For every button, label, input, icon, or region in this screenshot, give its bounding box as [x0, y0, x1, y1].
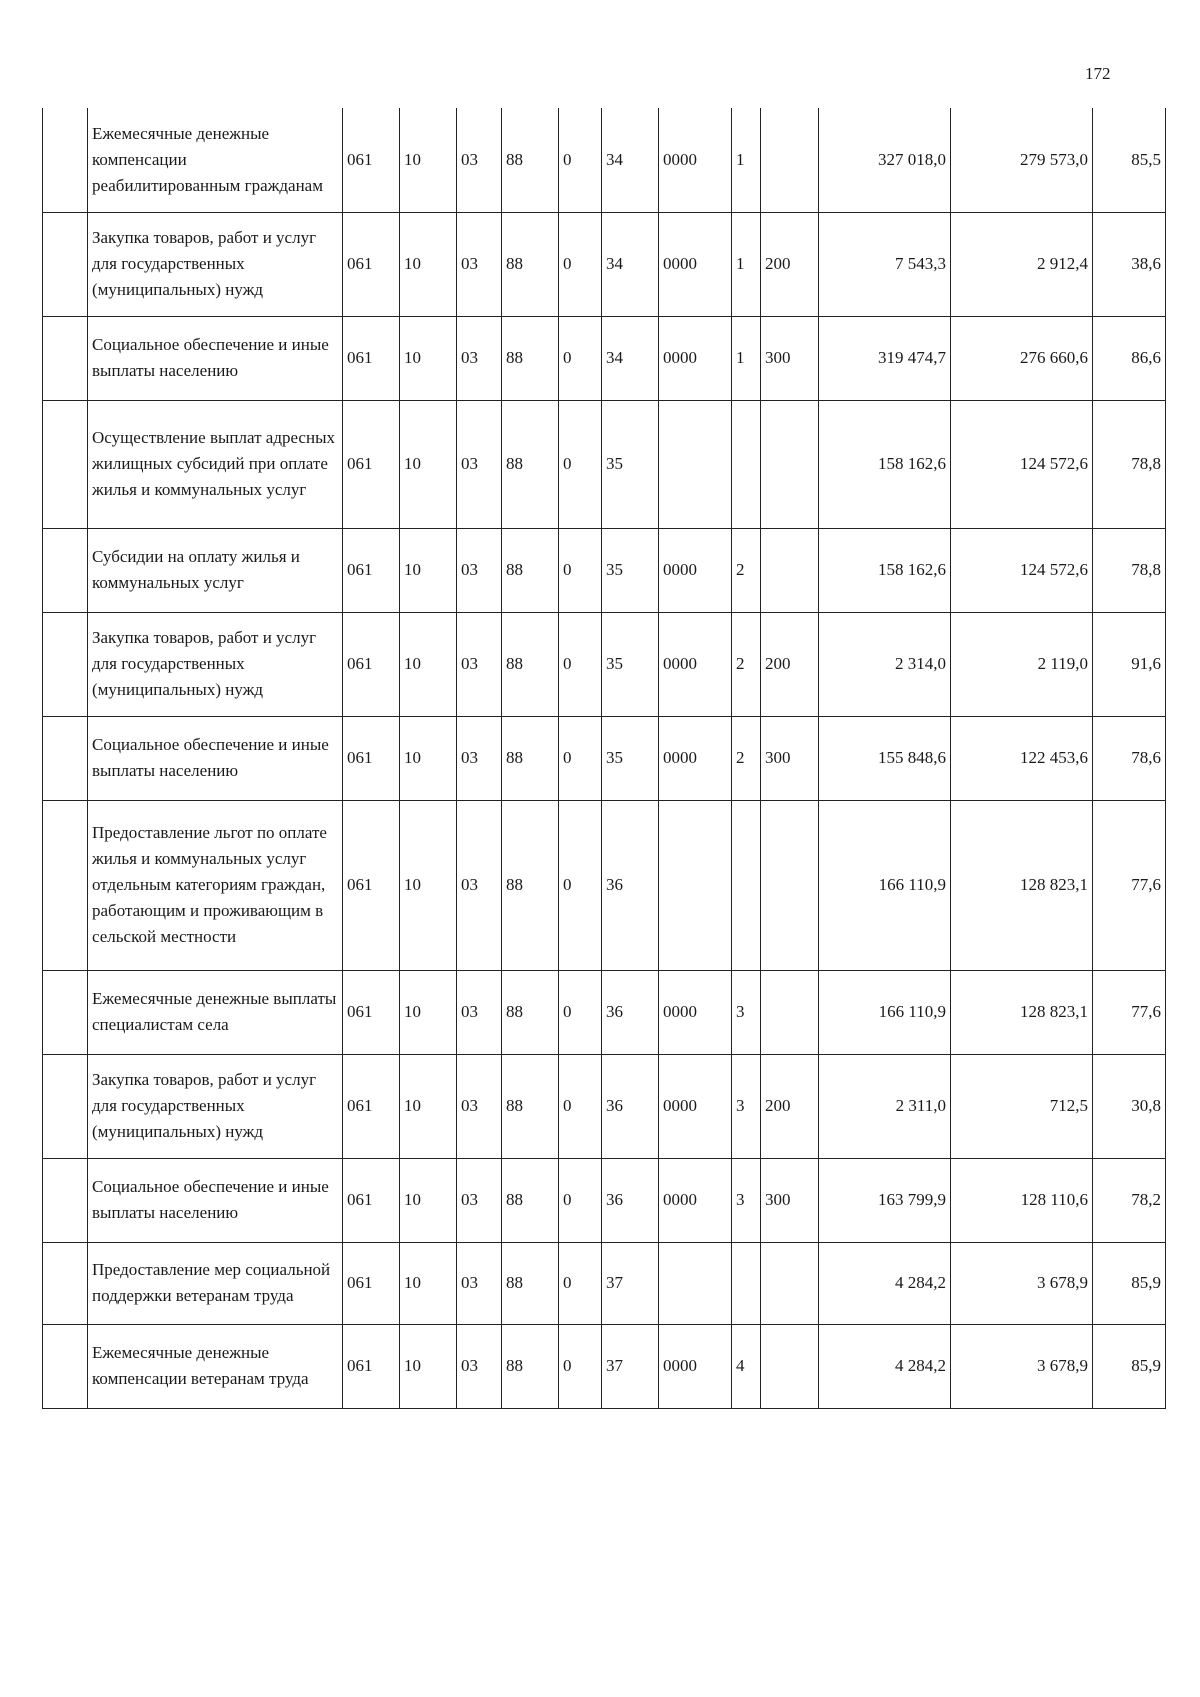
row-number-cell — [43, 1324, 88, 1408]
subsection-code-cell: 03 — [457, 716, 502, 800]
percent-cell: 78,2 — [1093, 1158, 1166, 1242]
expense-type-code-cell: 200 — [761, 212, 819, 316]
expense-type-code-cell — [761, 400, 819, 528]
direction-code-cell: 0000 — [659, 612, 732, 716]
subprogram-code-cell: 0 — [559, 612, 602, 716]
sub-direction-code-cell: 3 — [732, 970, 761, 1054]
sub-direction-code-cell: 2 — [732, 528, 761, 612]
planned-amount-cell: 7 543,3 — [819, 212, 951, 316]
row-number-cell — [43, 528, 88, 612]
main-activity-code-cell: 34 — [602, 212, 659, 316]
actual-amount-cell: 128 823,1 — [951, 970, 1093, 1054]
actual-amount-cell: 2 119,0 — [951, 612, 1093, 716]
subsection-code-cell: 03 — [457, 316, 502, 400]
expense-type-code-cell: 300 — [761, 316, 819, 400]
direction-code-cell: 0000 — [659, 970, 732, 1054]
direction-code-cell: 0000 — [659, 528, 732, 612]
ved-code-cell: 061 — [343, 528, 400, 612]
table-row — [43, 108, 1166, 212]
subsection-code-cell: 03 — [457, 1054, 502, 1158]
actual-amount-cell: 124 572,6 — [951, 400, 1093, 528]
subsection-code-cell: 03 — [457, 800, 502, 970]
planned-amount-cell: 163 799,9 — [819, 1158, 951, 1242]
expense-type-code-cell: 300 — [761, 716, 819, 800]
row-name-cell: Закупка товаров, работ и услуг для государственных (муниципальных) нужд — [88, 212, 343, 316]
sub-direction-code-cell: 2 — [732, 716, 761, 800]
section-code-cell: 10 — [400, 528, 457, 612]
program-code-cell: 88 — [502, 612, 559, 716]
row-number-cell — [43, 316, 88, 400]
table-row — [43, 1158, 1166, 1242]
ved-code-cell: 061 — [343, 1158, 400, 1242]
expense-type-code-cell: 200 — [761, 1054, 819, 1158]
row-number-cell — [43, 1242, 88, 1324]
section-code-cell: 10 — [400, 400, 457, 528]
row-number-cell — [43, 1054, 88, 1158]
subsection-code-cell: 03 — [457, 612, 502, 716]
row-name-cell: Социальное обеспечение и иные выплаты населению — [88, 316, 343, 400]
planned-amount-cell: 327 018,0 — [819, 108, 951, 212]
direction-code-cell: 0000 — [659, 1324, 732, 1408]
program-code-cell: 88 — [502, 316, 559, 400]
percent-cell: 78,6 — [1093, 716, 1166, 800]
row-number-cell — [43, 716, 88, 800]
percent-cell: 91,6 — [1093, 612, 1166, 716]
percent-cell: 78,8 — [1093, 528, 1166, 612]
expense-type-code-cell — [761, 1324, 819, 1408]
table-row — [43, 1054, 1166, 1158]
ved-code-cell: 061 — [343, 400, 400, 528]
section-code-cell: 10 — [400, 1158, 457, 1242]
actual-amount-cell: 279 573,0 — [951, 108, 1093, 212]
row-number-cell — [43, 612, 88, 716]
direction-code-cell: 0000 — [659, 716, 732, 800]
table-row — [43, 1242, 1166, 1324]
planned-amount-cell: 166 110,9 — [819, 970, 951, 1054]
percent-cell: 30,8 — [1093, 1054, 1166, 1158]
row-number-cell — [43, 212, 88, 316]
expense-type-code-cell — [761, 528, 819, 612]
sub-direction-code-cell: 1 — [732, 316, 761, 400]
expense-type-code-cell — [761, 1242, 819, 1324]
main-activity-code-cell: 37 — [602, 1242, 659, 1324]
row-name-cell: Предоставление мер социальной поддержки ветеранам труда — [88, 1242, 343, 1324]
table-row — [43, 1324, 1166, 1408]
program-code-cell: 88 — [502, 800, 559, 970]
subsection-code-cell: 03 — [457, 400, 502, 528]
section-code-cell: 10 — [400, 970, 457, 1054]
ved-code-cell: 061 — [343, 800, 400, 970]
row-name-cell: Ежемесячные денежные компенсации ветеранам труда — [88, 1324, 343, 1408]
subprogram-code-cell: 0 — [559, 400, 602, 528]
row-name-cell: Закупка товаров, работ и услуг для государственных (муниципальных) нужд — [88, 1054, 343, 1158]
subprogram-code-cell: 0 — [559, 212, 602, 316]
program-code-cell: 88 — [502, 1324, 559, 1408]
expense-type-code-cell — [761, 970, 819, 1054]
actual-amount-cell: 3 678,9 — [951, 1324, 1093, 1408]
direction-code-cell: 0000 — [659, 316, 732, 400]
direction-code-cell: 0000 — [659, 108, 732, 212]
program-code-cell: 88 — [502, 108, 559, 212]
section-code-cell: 10 — [400, 1242, 457, 1324]
actual-amount-cell: 276 660,6 — [951, 316, 1093, 400]
percent-cell: 85,5 — [1093, 108, 1166, 212]
sub-direction-code-cell: 3 — [732, 1054, 761, 1158]
row-name-cell: Ежемесячные денежные компенсации реабилитированным гражданам — [88, 108, 343, 212]
row-name-cell: Социальное обеспечение и иные выплаты населению — [88, 716, 343, 800]
subsection-code-cell: 03 — [457, 970, 502, 1054]
ved-code-cell: 061 — [343, 108, 400, 212]
subprogram-code-cell: 0 — [559, 716, 602, 800]
expense-type-code-cell: 200 — [761, 612, 819, 716]
section-code-cell: 10 — [400, 316, 457, 400]
expense-type-code-cell — [761, 108, 819, 212]
main-activity-code-cell: 35 — [602, 716, 659, 800]
sub-direction-code-cell — [732, 400, 761, 528]
row-number-cell — [43, 108, 88, 212]
row-name-cell: Субсидии на оплату жилья и коммунальных услуг — [88, 528, 343, 612]
sub-direction-code-cell: 4 — [732, 1324, 761, 1408]
section-code-cell: 10 — [400, 108, 457, 212]
row-name-cell: Осуществление выплат адресных жилищных субсидий при оплате жилья и коммунальных услуг — [88, 400, 343, 528]
direction-code-cell — [659, 800, 732, 970]
direction-code-cell — [659, 1242, 732, 1324]
percent-cell: 38,6 — [1093, 212, 1166, 316]
row-name-cell: Закупка товаров, работ и услуг для государственных (муниципальных) нужд — [88, 612, 343, 716]
expense-type-code-cell — [761, 800, 819, 970]
row-number-cell — [43, 400, 88, 528]
main-activity-code-cell: 34 — [602, 316, 659, 400]
section-code-cell: 10 — [400, 716, 457, 800]
table-row — [43, 716, 1166, 800]
subprogram-code-cell: 0 — [559, 528, 602, 612]
planned-amount-cell: 2 311,0 — [819, 1054, 951, 1158]
program-code-cell: 88 — [502, 1158, 559, 1242]
subsection-code-cell: 03 — [457, 1158, 502, 1242]
program-code-cell: 88 — [502, 970, 559, 1054]
direction-code-cell: 0000 — [659, 212, 732, 316]
subprogram-code-cell: 0 — [559, 316, 602, 400]
ved-code-cell: 061 — [343, 1324, 400, 1408]
sub-direction-code-cell: 3 — [732, 1158, 761, 1242]
row-number-cell — [43, 1158, 88, 1242]
sub-direction-code-cell — [732, 1242, 761, 1324]
program-code-cell: 88 — [502, 1054, 559, 1158]
direction-code-cell: 0000 — [659, 1158, 732, 1242]
subprogram-code-cell: 0 — [559, 800, 602, 970]
planned-amount-cell: 4 284,2 — [819, 1324, 951, 1408]
main-activity-code-cell: 35 — [602, 400, 659, 528]
subprogram-code-cell: 0 — [559, 970, 602, 1054]
program-code-cell: 88 — [502, 400, 559, 528]
ved-code-cell: 061 — [343, 1242, 400, 1324]
program-code-cell: 88 — [502, 528, 559, 612]
sub-direction-code-cell: 1 — [732, 212, 761, 316]
percent-cell: 85,9 — [1093, 1324, 1166, 1408]
actual-amount-cell: 2 912,4 — [951, 212, 1093, 316]
main-activity-code-cell: 37 — [602, 1324, 659, 1408]
ved-code-cell: 061 — [343, 316, 400, 400]
section-code-cell: 10 — [400, 800, 457, 970]
row-name-cell: Социальное обеспечение и иные выплаты населению — [88, 1158, 343, 1242]
subprogram-code-cell: 0 — [559, 1324, 602, 1408]
sub-direction-code-cell: 1 — [732, 108, 761, 212]
actual-amount-cell: 128 823,1 — [951, 800, 1093, 970]
row-name-cell: Ежемесячные денежные выплаты специалистам села — [88, 970, 343, 1054]
table-row — [43, 970, 1166, 1054]
ved-code-cell: 061 — [343, 716, 400, 800]
section-code-cell: 10 — [400, 212, 457, 316]
program-code-cell: 88 — [502, 212, 559, 316]
sub-direction-code-cell: 2 — [732, 612, 761, 716]
subsection-code-cell: 03 — [457, 212, 502, 316]
table-row — [43, 400, 1166, 528]
ved-code-cell: 061 — [343, 212, 400, 316]
percent-cell: 77,6 — [1093, 800, 1166, 970]
subsection-code-cell: 03 — [457, 1324, 502, 1408]
row-number-cell — [43, 800, 88, 970]
planned-amount-cell: 166 110,9 — [819, 800, 951, 970]
percent-cell: 77,6 — [1093, 970, 1166, 1054]
main-activity-code-cell: 36 — [602, 1054, 659, 1158]
percent-cell: 85,9 — [1093, 1242, 1166, 1324]
program-code-cell: 88 — [502, 1242, 559, 1324]
direction-code-cell: 0000 — [659, 1054, 732, 1158]
row-name-cell: Предоставление льгот по оплате жилья и коммунальных услуг отдельным категориям граждан, работающим и проживающим в сельской местности — [88, 800, 343, 970]
table-row — [43, 212, 1166, 316]
page-number: 172 — [1085, 64, 1111, 83]
subprogram-code-cell: 0 — [559, 1242, 602, 1324]
actual-amount-cell: 712,5 — [951, 1054, 1093, 1158]
section-code-cell: 10 — [400, 1054, 457, 1158]
row-number-cell — [43, 970, 88, 1054]
planned-amount-cell: 158 162,6 — [819, 400, 951, 528]
sub-direction-code-cell — [732, 800, 761, 970]
program-code-cell: 88 — [502, 716, 559, 800]
subsection-code-cell: 03 — [457, 108, 502, 212]
subprogram-code-cell: 0 — [559, 108, 602, 212]
direction-code-cell — [659, 400, 732, 528]
percent-cell: 78,8 — [1093, 400, 1166, 528]
table-row — [43, 316, 1166, 400]
budget-table — [42, 108, 1166, 1409]
actual-amount-cell: 122 453,6 — [951, 716, 1093, 800]
planned-amount-cell: 4 284,2 — [819, 1242, 951, 1324]
ved-code-cell: 061 — [343, 970, 400, 1054]
expense-type-code-cell: 300 — [761, 1158, 819, 1242]
subsection-code-cell: 03 — [457, 528, 502, 612]
main-activity-code-cell: 36 — [602, 970, 659, 1054]
actual-amount-cell: 128 110,6 — [951, 1158, 1093, 1242]
main-activity-code-cell: 35 — [602, 612, 659, 716]
ved-code-cell: 061 — [343, 1054, 400, 1158]
percent-cell: 86,6 — [1093, 316, 1166, 400]
actual-amount-cell: 3 678,9 — [951, 1242, 1093, 1324]
table-row — [43, 612, 1166, 716]
subsection-code-cell: 03 — [457, 1242, 502, 1324]
section-code-cell: 10 — [400, 1324, 457, 1408]
ved-code-cell: 061 — [343, 612, 400, 716]
planned-amount-cell: 319 474,7 — [819, 316, 951, 400]
subprogram-code-cell: 0 — [559, 1054, 602, 1158]
actual-amount-cell: 124 572,6 — [951, 528, 1093, 612]
section-code-cell: 10 — [400, 612, 457, 716]
table-row — [43, 528, 1166, 612]
planned-amount-cell: 158 162,6 — [819, 528, 951, 612]
budget-table-body — [43, 108, 1166, 1408]
subprogram-code-cell: 0 — [559, 1158, 602, 1242]
main-activity-code-cell: 35 — [602, 528, 659, 612]
main-activity-code-cell: 34 — [602, 108, 659, 212]
planned-amount-cell: 2 314,0 — [819, 612, 951, 716]
main-activity-code-cell: 36 — [602, 800, 659, 970]
main-activity-code-cell: 36 — [602, 1158, 659, 1242]
table-row — [43, 800, 1166, 970]
planned-amount-cell: 155 848,6 — [819, 716, 951, 800]
